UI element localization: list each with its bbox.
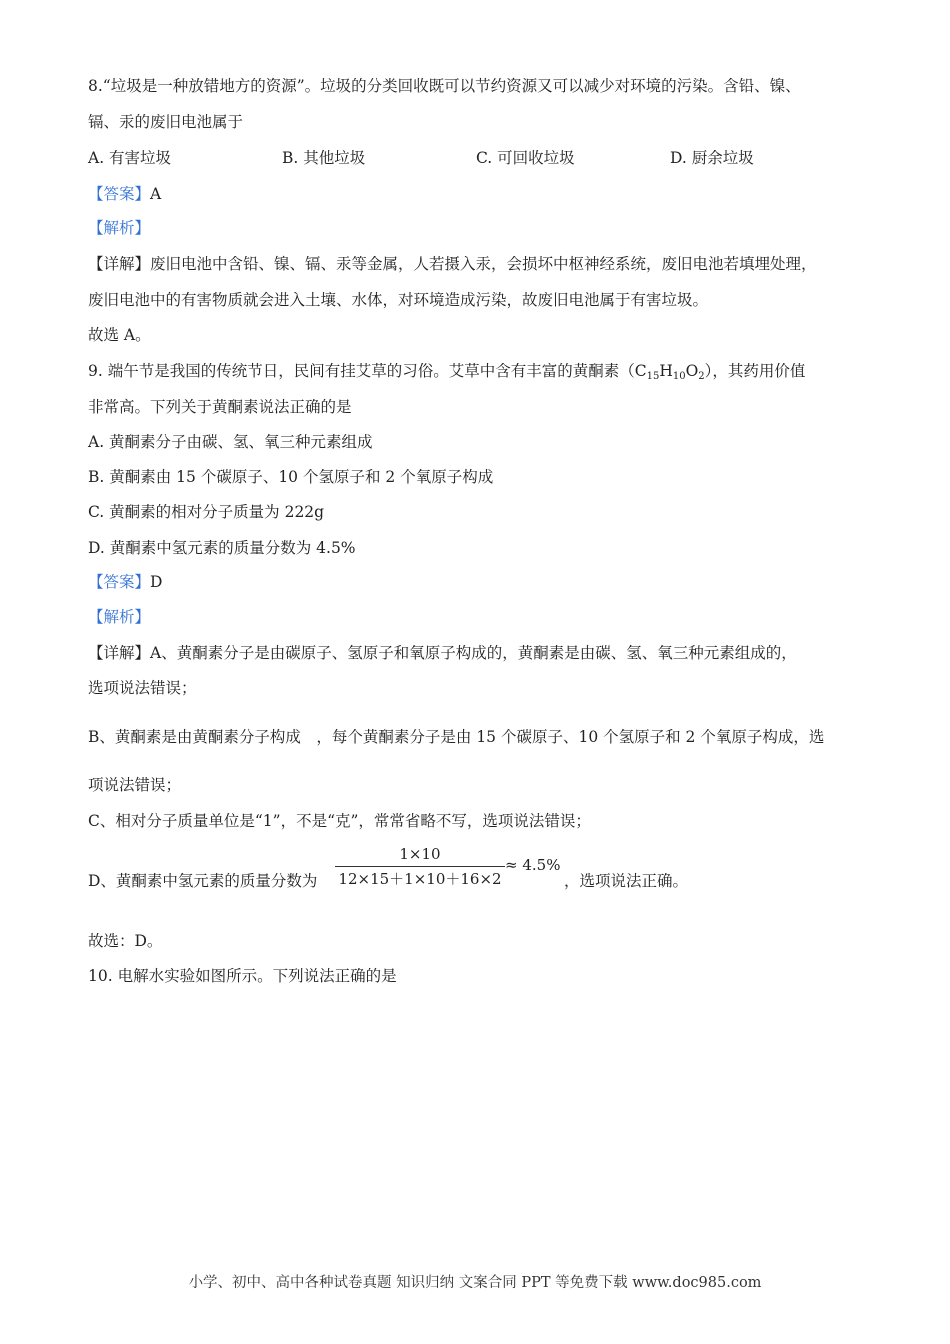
detail-tag: 【详解】 — [88, 644, 151, 662]
formula-sub-10: 10 — [672, 371, 686, 382]
q9-conclusion: 故选：D。 — [88, 932, 163, 950]
detail-text: A、黄酮素分子是由碳原子、氢原子和氧原子构成的，黄酮素是由碳、氢、氧三种元素组成的， — [150, 644, 797, 662]
q9-option-a: A. 黄酮素分子由碳、氢、氧三种元素组成 — [88, 433, 373, 451]
q8-stem-line2: 镉、汞的废旧电池属于 — [88, 113, 244, 131]
q8-option-d: D. 厨余垃圾 — [670, 149, 754, 167]
q9-detail-b1: B、黄酮素是由黄酮素分子构成 ，每个黄酮素分子是由 15 个碳原子、10 个氢原子和 2 个氧原子构成，选 — [88, 728, 825, 746]
answer-value: A — [150, 185, 162, 203]
q8-analysis — [88, 218, 150, 238]
q9-stem-line2: 非常高。下列关于黄酮素说法正确的是 — [88, 398, 352, 416]
formula-sub-2: 2 — [698, 371, 705, 382]
q8-stem-line1: 8.“垃圾是一种放错地方的资源”。垃圾的分类回收既可以节约资源又可以减少对环境的污染。含铅、镍、 — [88, 77, 801, 95]
fraction-numerator: 1×10 — [399, 845, 441, 863]
detail-tag: 【详解】 — [88, 255, 151, 273]
q8-detail-line1 — [88, 254, 817, 274]
analysis-tag: 【解析】 — [88, 219, 151, 237]
q8-answer — [88, 184, 161, 204]
q9-option-d: D. 黄酮素中氢元素的质量分数为 4.5% — [88, 539, 356, 557]
q8-detail-line2: 废旧电池中的有害物质就会进入土壤、水体，对环境造成污染，故废旧电池属于有害垃圾。 — [88, 291, 709, 309]
answer-value: D — [150, 573, 163, 591]
q9-stem-line1 — [88, 361, 805, 381]
q9-answer — [88, 572, 162, 592]
q9-detail-d-pre: D、黄酮素中氢元素的质量分数为 — [88, 872, 318, 890]
q9-stem-post: ），其药用价值 — [704, 362, 806, 380]
q9-stem-pre: 9. 端午节是我国的传统节日，民间有挂艾草的习俗。艾草中含有丰富的黄酮素（C — [88, 362, 647, 380]
fraction-denominator: 12×15＋1×10＋16×2 — [338, 870, 502, 888]
q9-detail-d-post: ，选项说法正确。 — [564, 872, 689, 890]
q9-detail-a1 — [88, 643, 797, 663]
analysis-tag: 【解析】 — [88, 608, 151, 626]
q9-option-c: C. 黄酮素的相对分子质量为 222g — [88, 503, 325, 521]
detail-text: 废旧电池中含铅、镍、镉、汞等金属，人若摄入汞，会损坏中枢神经系统，废旧电池若填埋处理， — [150, 255, 817, 273]
fraction-result: ≈ 4.5% — [505, 856, 561, 874]
q9-analysis — [88, 607, 150, 627]
q8-option-a: A. 有害垃圾 — [88, 149, 172, 167]
answer-tag: 【答案】 — [88, 185, 151, 203]
q9-detail-b2: 项说法错误； — [88, 776, 182, 794]
q8-conclusion: 故选 A。 — [88, 326, 151, 344]
answer-tag: 【答案】 — [88, 573, 151, 591]
q9-detail-c: C、相对分子质量单位是“1”，不是“克”，常常省略不写，选项说法错误； — [88, 812, 591, 830]
formula-o: O — [685, 362, 699, 380]
fraction-bar — [335, 866, 505, 867]
formula-sub-15: 15 — [646, 371, 660, 382]
q9-option-b: B. 黄酮素由 15 个碳原子、10 个氢原子和 2 个氧原子构成 — [88, 468, 494, 486]
mass-fraction-formula — [335, 844, 505, 889]
formula-h: H — [659, 362, 673, 380]
q9-detail-a2: 选项说法错误； — [88, 679, 197, 697]
q10-stem: 10. 电解水实验如图所示。下列说法正确的是 — [88, 967, 397, 985]
page-footer: 小学、初中、高中各种试卷真题 知识归纳 文案合同 PPT 等免费下载 www.doc985.com — [188, 1275, 762, 1291]
q8-option-b: B. 其他垃圾 — [282, 149, 366, 167]
q8-option-c: C. 可回收垃圾 — [476, 149, 575, 167]
